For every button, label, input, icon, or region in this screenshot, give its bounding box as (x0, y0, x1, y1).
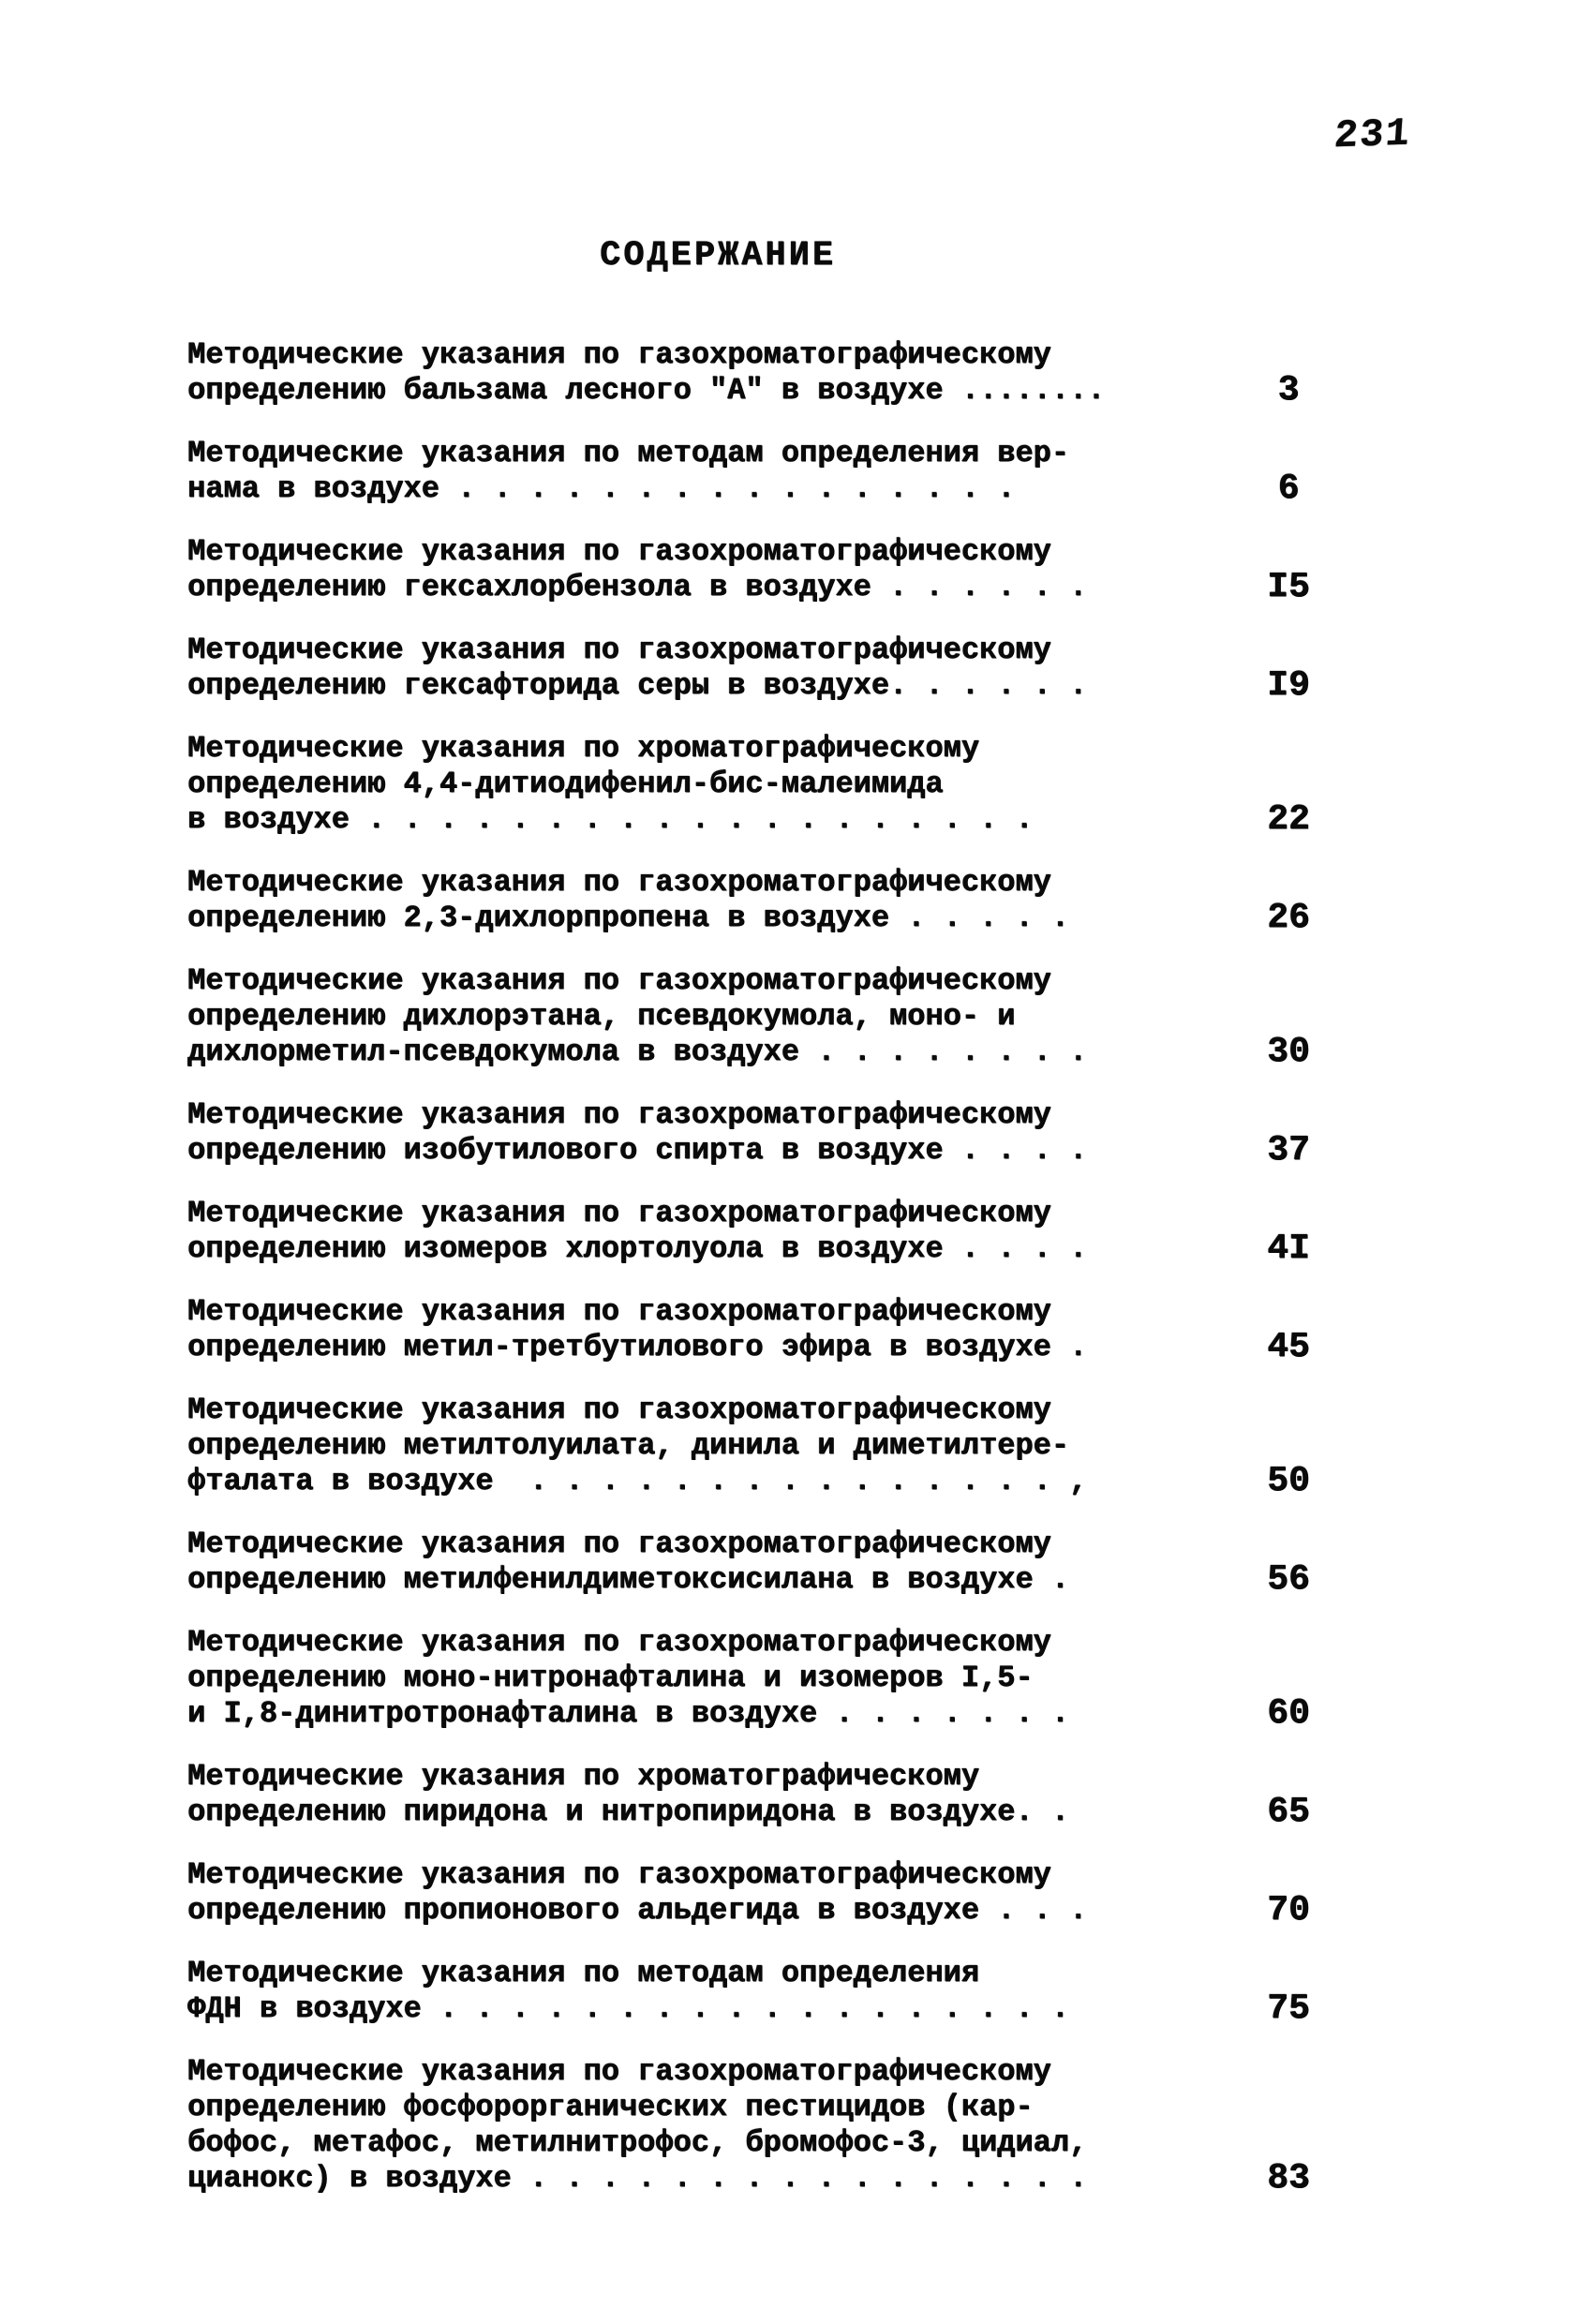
toc-entry-page-number: 26 (1267, 898, 1310, 938)
toc-entry-page-number: 45 (1267, 1327, 1310, 1367)
toc-entry (187, 1097, 1396, 1169)
toc-entry (187, 1196, 1396, 1267)
toc-entry-line: определению метилтолуилата, динила и диметилтере- (187, 1428, 1069, 1463)
corner-page-number: 231 (1332, 111, 1413, 159)
toc-entry-page-number: 60 (1267, 1693, 1310, 1734)
toc-entry-line: определению моно-нитронафталина и изомеров I,5- (187, 1661, 1034, 1695)
toc-entry (187, 436, 1396, 507)
toc-entry-page-number: 6 (1277, 469, 1300, 509)
toc-entry (187, 337, 1396, 409)
toc-entry-page-number: 30 (1267, 1032, 1310, 1072)
toc-entry-line: определению фосфорорганических пестицидов (кар- (187, 2090, 1034, 2124)
toc-entry-line: определению изобутилового спирта в воздухе . . . . (187, 1133, 1088, 1168)
toc-entry-page-number: 65 (1267, 1792, 1310, 1832)
toc-entry-line: определению метил-третбутилового эфира в воздухе . (187, 1330, 1088, 1364)
toc-entry-line: определению гексахлорбензола в воздухе . . . . . . (187, 570, 1088, 604)
toc-entry-line: Методические указания по газохроматографическому (187, 1097, 1051, 1132)
toc-entry (187, 2054, 1396, 2197)
toc-entry-page-number: I9 (1267, 665, 1310, 706)
toc-entry-text (187, 1527, 1246, 1598)
toc-entry-line: определению метилфенилдиметоксисилана в воздухе . (187, 1562, 1069, 1597)
toc-entry (187, 1393, 1396, 1499)
toc-entry-line: дихлорметил-псевдокумола в воздухе . . . . . . . . (187, 1035, 1088, 1069)
toc-entry-page-number: 83 (1267, 2158, 1310, 2198)
toc-entry (187, 534, 1396, 605)
toc-entry-line: ФДН в воздухе . . . . . . . . . . . . . . . . . . (187, 1991, 1069, 2026)
toc-entry (187, 1294, 1396, 1365)
toc-entry-text (187, 1097, 1246, 1169)
toc-entry-line: Методические указания по газохроматографическому (187, 865, 1051, 900)
toc-entry (187, 1956, 1396, 2027)
toc-entry-line: Методические указания по газохроматографическому (187, 2054, 1051, 2089)
toc-entry-page-number: 56 (1267, 1559, 1310, 1600)
toc-entry (187, 1527, 1396, 1598)
toc-entry-line: Методические указания по газохроматографическому (187, 1294, 1051, 1329)
toc-entry-line: Методические указания по газохроматографическому (187, 1527, 1051, 1561)
toc-entry-line: определению пропионового альдегида в воздухе . . . (187, 1893, 1088, 1928)
toc-entry-page-number: 50 (1267, 1461, 1310, 1501)
toc-entry-text (187, 1857, 1246, 1929)
toc-entry-line: Методические указания по газохроматографическому (187, 534, 1051, 569)
toc-entry-line: определению гексафторида серы в воздухе. . . . . . (187, 668, 1088, 703)
toc-entry-text (187, 1196, 1246, 1267)
toc-entry-text (187, 337, 1246, 409)
toc-entry (187, 963, 1396, 1070)
toc-entry-line: Методические указания по методам определения вер- (187, 436, 1069, 470)
toc-entry-text (187, 436, 1246, 507)
toc-entry (187, 1759, 1396, 1830)
toc-entry-line: Методические указания по газохроматографическому (187, 1196, 1051, 1230)
toc-entry-text (187, 633, 1246, 704)
toc-entry-line: Методические указания по газохроматографическому (187, 1393, 1051, 1427)
toc-entry-page-number: I5 (1267, 567, 1310, 607)
toc-entry-line: фталата в воздухе . . . . . . . . . . . . . . . , (187, 1464, 1088, 1498)
toc-entry-line: в воздухе . . . . . . . . . . . . . . . . . . . (187, 802, 1034, 837)
toc-entry-line: определению 4,4-дитиодифенил-бис-малеимида (187, 767, 944, 801)
toc-entry-text (187, 731, 1246, 838)
toc-list (187, 337, 1396, 2224)
toc-entry-page-number: 22 (1267, 799, 1310, 840)
toc-entry-line: Методические указания по методам определения (187, 1956, 979, 1990)
page-title: СОДЕРЖАНИЕ (600, 236, 837, 276)
toc-entry-page-number: 3 (1277, 370, 1300, 410)
toc-entry (187, 1625, 1396, 1732)
toc-entry-page-number: 4I (1267, 1229, 1310, 1269)
toc-entry-page-number: 70 (1267, 1890, 1310, 1930)
toc-entry-text (187, 1956, 1246, 2027)
toc-entry-line: определению бальзама лесного "А" в воздухе ........ (187, 373, 1106, 408)
toc-entry-line: Методические указания по хроматографическому (187, 1759, 979, 1794)
toc-entry-line: Методические указания по хроматографическому (187, 731, 979, 766)
toc-entry-line: Методические указания по газохроматографическому (187, 963, 1051, 998)
toc-entry-page-number: 37 (1267, 1130, 1310, 1170)
toc-entry (187, 731, 1396, 838)
toc-entry-line: нама в воздухе . . . . . . . . . . . . . . . . (187, 471, 1016, 506)
toc-entry-page-number: 75 (1267, 1989, 1310, 2029)
toc-entry (187, 865, 1396, 936)
toc-entry-text (187, 963, 1246, 1070)
toc-entry-text (187, 865, 1246, 936)
toc-entry-line: Методические указания по газохроматографическому (187, 1857, 1051, 1892)
toc-entry-line: определению дихлорэтана, псевдокумола, моно- и (187, 999, 1016, 1034)
toc-entry-text (187, 1759, 1246, 1830)
toc-entry-text (187, 534, 1246, 605)
toc-entry-text (187, 1625, 1246, 1732)
toc-entry-line: Методические указания по газохроматографическому (187, 1625, 1051, 1660)
toc-entry (187, 633, 1396, 704)
toc-entry-line: определению пиридона и нитропиридона в воздухе. . (187, 1795, 1069, 1829)
toc-entry-line: и I,8-динитротронафталина в воздухе . . . . . . . (187, 1696, 1069, 1731)
toc-entry-text (187, 1294, 1246, 1365)
toc-entry-text (187, 2054, 1246, 2197)
toc-entry-line: определению 2,3-дихлорпропена в воздухе . . . . . (187, 901, 1069, 935)
toc-entry (187, 1857, 1396, 1929)
toc-entry-line: Методические указания по газохроматографическому (187, 337, 1051, 372)
toc-entry-line: определению изомеров хлортолуола в воздухе . . . . (187, 1231, 1088, 1266)
toc-entry-line: Методические указания по газохроматографическому (187, 633, 1051, 667)
toc-entry-line: бофос, метафос, метилнитрофос, бромофос-3, цидиал, (187, 2125, 1088, 2160)
toc-entry-text (187, 1393, 1246, 1499)
toc-entry-line: цианокс) в воздухе . . . . . . . . . . . . . . . . (187, 2161, 1088, 2196)
